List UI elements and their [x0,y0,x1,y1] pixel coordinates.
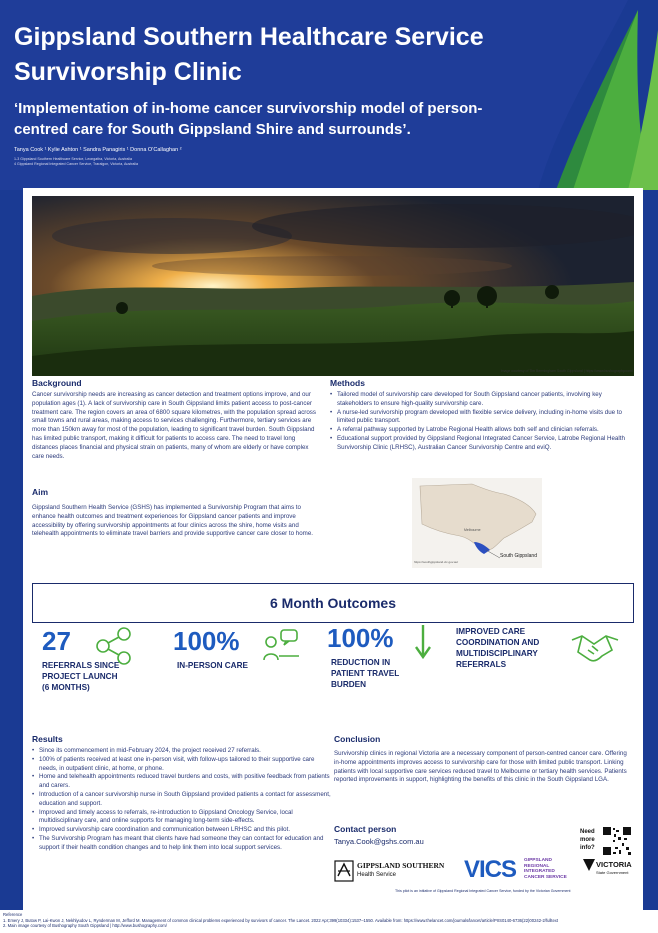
handshake-icon [570,626,620,666]
results-heading: Results [32,734,63,744]
consultation-icon [261,626,301,666]
qr-code-icon[interactable] [602,826,632,856]
methods-list [330,391,630,453]
gshs-logo-sub: Health Service [357,872,397,878]
results-item: • The Survivorship Program has meant that clients have had someone they can contact for education and support if their health condition changes and to help link them into local support services. [32,835,332,853]
victoria-logo-text: VICTORIA [596,860,632,869]
victoria-logo-sub: State Government [596,870,629,875]
background-text: Cancer survivorship needs are increasing as cancer detection and treatment options improve, and our population ages (1). A lack of survivorship care in South Gippsland limits patient access to post-cancer treatment care. The region covers an area of 6800 square kilometres, with the population spread across small towns and rural areas, making access to services challenging. Furthermore, tertiary services are more than 150km away for most of the population, leading to significant travel burden. South Gippsland has limited public transport, making it difficult for patients to access care. The need to travel long distances places financial and physical strain on patients, many of whom are elderly or have complex care needs. [32,391,316,460]
affiliation-1: 1-3 Gippsland Southern Healthcare Service, Leongatha, Victoria, Australia [14,157,132,161]
outcomes-banner [32,583,634,623]
vics-logo [464,856,574,886]
contact-section [334,824,574,846]
gshs-logo-icon [334,860,354,882]
results-item: • Since its commencement in mid-February 2024, the project received 27 referrals. [32,747,332,756]
aim-text: Gippsland Southern Health Service (GSHS) has implemented a Survivorship Program that aims to enhance health outcomes and treatment experiences for Gippsland cancer patients and improve accessibility by offering survivorship appointments at four clinics across the shire, home visits and telehealth appointments to eliminate travel barriers and provide supportive cancer care closer to home. [32,504,313,538]
stat-referrals-value: 27 [42,626,71,656]
sunset-landscape-image [32,196,634,376]
references-footer [0,910,658,933]
initiative-note: This pilot is an initiative of Gippsland Regional Integrated Cancer Service, funded by the Victorian Government [395,889,571,893]
contact-email[interactable]: Tanya.Cook@gshs.com.au [334,837,424,846]
results-item: • Improved and timely access to referrals, re-introduction to Gippsland Oncology Service, local multidisciplinary care, and online supports for managing long-term side-effects. [32,809,332,827]
vics-sub-line: CANCER SERVICE [524,874,567,880]
methods-item: • Educational support provided by Gippsland Regional Integrated Cancer Service, Latrobe Regional Health Survivorship Clinic (LRHSC), Australian Cancer Survivorship Centre and eviQ. [330,435,630,453]
vics-logo-text: VICS [464,856,517,883]
vics-sub-line: REGIONAL [524,863,550,869]
authors: Tanya Cook ¹ Kylie Ashton ¹ Sandra Panagiris ¹ Donna O’Callaghan ² [14,147,182,153]
results-item: • Home and telehealth appointments reduced travel burdens and costs, with positive feedback from patients and carers. [32,773,332,791]
stat-coordination-label: IMPROVED CARE COORDINATION AND MULTIDISCIPLINARY REFERRALS [456,627,540,669]
methods-item: • A nurse-led survivorship program developed with flexible service delivery, including in-home visits due to limited public transport. [330,409,630,427]
content-panel [23,188,643,910]
results-item: • 100% of patients received at least one in-person visit, with follow-ups tailored to their supportive care needs, in outpatient clinic, at home, or phone. [32,756,332,774]
map-label-melbourne: Melbourne [464,528,481,532]
affiliations [14,157,138,167]
conclusion-section [334,734,634,785]
stat-in-person-label: IN-PERSON CARE [177,661,248,670]
reference-2: 2. Main image courtesy of Bushography South Gippsland | http://www.bushography.com/ [3,923,167,928]
poster-title: Gippsland Southern Healthcare Service Survivorship Clinic [14,23,484,86]
methods-heading: Methods [330,378,365,388]
map-source: https://southgippsland.vic.gov.au/ [414,560,459,564]
background-section [32,378,322,461]
stat-referrals-label: REFERRALS SINCE PROJECT LAUNCH (6 MONTHS) [42,661,120,692]
gshs-logo-name: GIPPSLAND SOUTHERN [357,861,445,870]
methods-section [330,378,630,453]
logos-row [334,856,634,890]
reference-1: 1. Emery J, Butow P, Lai-Kwon J, Nekhlyudov L, Rynderman M, Jefford M. Management of common clinical problems experienced by survivors of cancer. The Lancet. 2022 Apr;399(10334):1537–1550. Available from: https://www.thelancet.com/journals/lancet/article/PIIS0140-6736(22)00242-2/fulltext [3,917,559,923]
outcomes-heading: 6 Month Outcomes [269,595,396,611]
poster-header [0,0,658,190]
gshs-logo [334,860,454,882]
conclusion-heading: Conclusion [334,734,381,744]
results-item: • Introduction of a cancer survivorship nurse in South Gippsland provided patients a contact for assessment, education and support. [32,791,332,809]
brand-swoosh-graphic [478,0,658,190]
aim-section [32,487,322,539]
need-more-info-label: Need more info? [580,829,595,851]
vics-sub-line: GIPPSLAND [524,858,552,863]
results-item: • Improved survivorship care coordination and communication between LRHSC and this pilot. [32,826,332,835]
results-section [32,734,332,853]
background-heading: Background [32,378,82,388]
methods-item: • A referral pathway supported by Latrobe Regional Health allows both self and clinician referrals. [330,426,630,435]
methods-item: • Tailored model of survivorship care developed for South Gippsland cancer patients, involving key stakeholders to ensure high-quality survivorship care. [330,391,630,409]
vics-sub-line: INTEGRATED [524,869,555,874]
affiliation-2: 4 Gippsland Regional Integrated Cancer Service, Traralgon, Victoria, Australia [14,162,138,166]
conclusion-text: Survivorship clinics in regional Victoria are a necessary component of person-centred cancer care. Offering in-home appointments improves access to survivorship care for those with limited public transport. Linking patients with local supportive care services reduced travel to Melbourne or tertiary health services. Patients reported improvements in support, highlighting the benefits of this clinic in the South Gippsland LGA. [334,750,627,784]
stat-in-person-value: 100% [173,626,240,656]
vics-logo-sub [524,858,567,880]
stat-in-person [173,626,323,686]
photo-credit: Image courtesy of Tim Bermingham South Gippsland | https://www.bushography.com/ [500,369,633,373]
stat-travel-value: 100% [327,623,394,653]
aim-heading: Aim [32,487,49,497]
map-label-region: South Gippsland [500,553,537,559]
stat-travel [327,623,447,693]
reference-heading: Reference [3,912,23,917]
stat-coordination [456,626,636,686]
landscape-photo [32,196,634,376]
poster-subtitle: ‘Implementation of in-home cancer survivorship model of person-centred care for South Gippsland Shire and surrounds’. [14,100,483,138]
stat-travel-label: REDUCTION IN PATIENT TRAVEL BURDEN [331,658,400,689]
results-list [32,747,332,853]
stat-referrals [32,626,172,726]
victoria-logo [582,858,634,886]
victoria-map [412,478,542,568]
contact-heading: Contact person [334,824,397,834]
references [3,912,653,929]
victoria-triangle-icon [582,858,596,872]
